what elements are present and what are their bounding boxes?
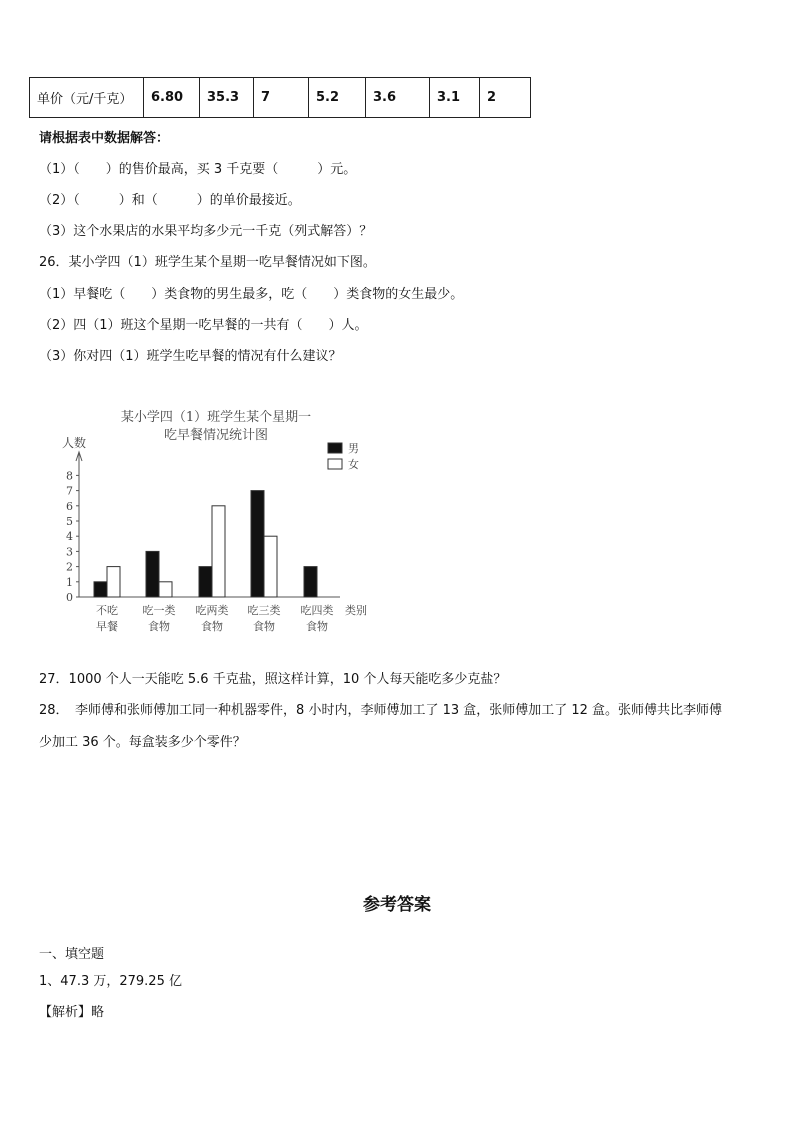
bar-boys: [304, 567, 317, 597]
x-category-label: 食物: [306, 620, 328, 633]
q26-stem: 26．某小学四（1）班学生某个星期一吃早餐情况如下图。: [39, 255, 376, 270]
bar-girls: [159, 582, 172, 597]
q25-sub1: （1）（ ）的售价最高，买 3 千克要（ ）元。: [39, 162, 357, 177]
y-tick-label: 1: [66, 575, 73, 589]
x-category-label: 食物: [148, 620, 170, 633]
bar-boys: [199, 567, 212, 597]
legend-swatch: [328, 459, 342, 469]
table-cell: 35.3: [200, 78, 254, 118]
x-category-label: 食物: [201, 620, 223, 633]
table-cell: 6.80: [144, 78, 200, 118]
table-row: [30, 78, 531, 118]
q26-sub2: （2）四（1）班这个星期一吃早餐的一共有（ ）人。: [39, 318, 368, 333]
bar-girls: [107, 567, 120, 597]
bar-girls: [264, 536, 277, 597]
x-category-label: 吃四类: [300, 604, 334, 617]
q28-line1: 28． 李师傅和张师傅加工同一种机器零件，8 小时内，李师傅加工了 13 盒，张师傅加工了 12 盒。张师傅共比李师傅: [39, 703, 723, 718]
legend-label: 男: [348, 442, 359, 455]
answer-1-note: 【解析】略: [39, 1005, 105, 1020]
x-category-label: 吃两类: [195, 604, 229, 617]
q26-sub3: （3）你对四（1）班学生吃早餐的情况有什么建议？: [39, 349, 342, 364]
chart-legend: [328, 442, 359, 471]
breakfast-bar-chart: [0, 395, 400, 640]
legend-label: 女: [348, 458, 359, 471]
bar-boys: [251, 491, 264, 597]
table-cell: 7: [254, 78, 309, 118]
x-category-label: 吃一类: [142, 604, 176, 617]
chart-title-line1: 某小学四（1）班学生某个星期一: [120, 410, 312, 425]
bar-girls: [212, 506, 225, 597]
y-tick-label: 2: [66, 560, 73, 574]
price-table: [29, 77, 531, 118]
bar-boys: [146, 551, 159, 597]
q25-intro: 请根据表中数据解答：: [39, 131, 170, 146]
table-cell: 3.6: [366, 78, 430, 118]
chart-bars: [94, 491, 334, 633]
table-cell: 3.1: [430, 78, 480, 118]
y-tick-label: 8: [66, 469, 73, 483]
y-tick-label: 6: [66, 499, 73, 513]
y-tick-label: 5: [66, 515, 73, 528]
x-axis-label: 类别: [345, 604, 367, 617]
y-axis-label: 人数: [62, 436, 87, 450]
q28-line2: 少加工 36 个。每盒装多少个零件？: [39, 735, 246, 750]
table-cell: 2: [480, 78, 531, 118]
answer-1: 1、47.3 万，279.25 亿: [39, 974, 182, 989]
answers-title: 参考答案: [363, 895, 431, 915]
x-category-label: 不吃: [96, 604, 118, 617]
q25-sub3: （3）这个水果店的水果平均多少元一千克（列式解答）？: [39, 224, 373, 239]
answers-section: 一、填空题: [39, 947, 105, 962]
q26-sub1: （1）早餐吃（ ）类食物的男生最多，吃（ ）类食物的女生最少。: [39, 287, 464, 302]
table-cell: 5.2: [309, 78, 366, 118]
x-category-label: 早餐: [96, 620, 118, 633]
chart-title-line2: 吃早餐情况统计图: [163, 428, 269, 443]
x-category-label: 食物: [253, 620, 275, 633]
bar-boys: [94, 582, 107, 597]
y-tick-label: 0: [66, 591, 73, 604]
y-tick-label: 3: [66, 545, 73, 559]
y-tick-label: 4: [66, 530, 73, 544]
q27: 27．1000 个人一天能吃 5.6 千克盐，照这样计算，10 个人每天能吃多少克盐？: [39, 672, 507, 687]
table-header-cell: 单价（元/千克）: [30, 78, 144, 118]
x-category-label: 吃三类: [247, 604, 281, 617]
y-tick-label: 7: [66, 484, 73, 498]
legend-swatch: [328, 443, 342, 453]
q25-sub2: （2）（ ）和（ ）的单价最接近。: [39, 193, 301, 208]
